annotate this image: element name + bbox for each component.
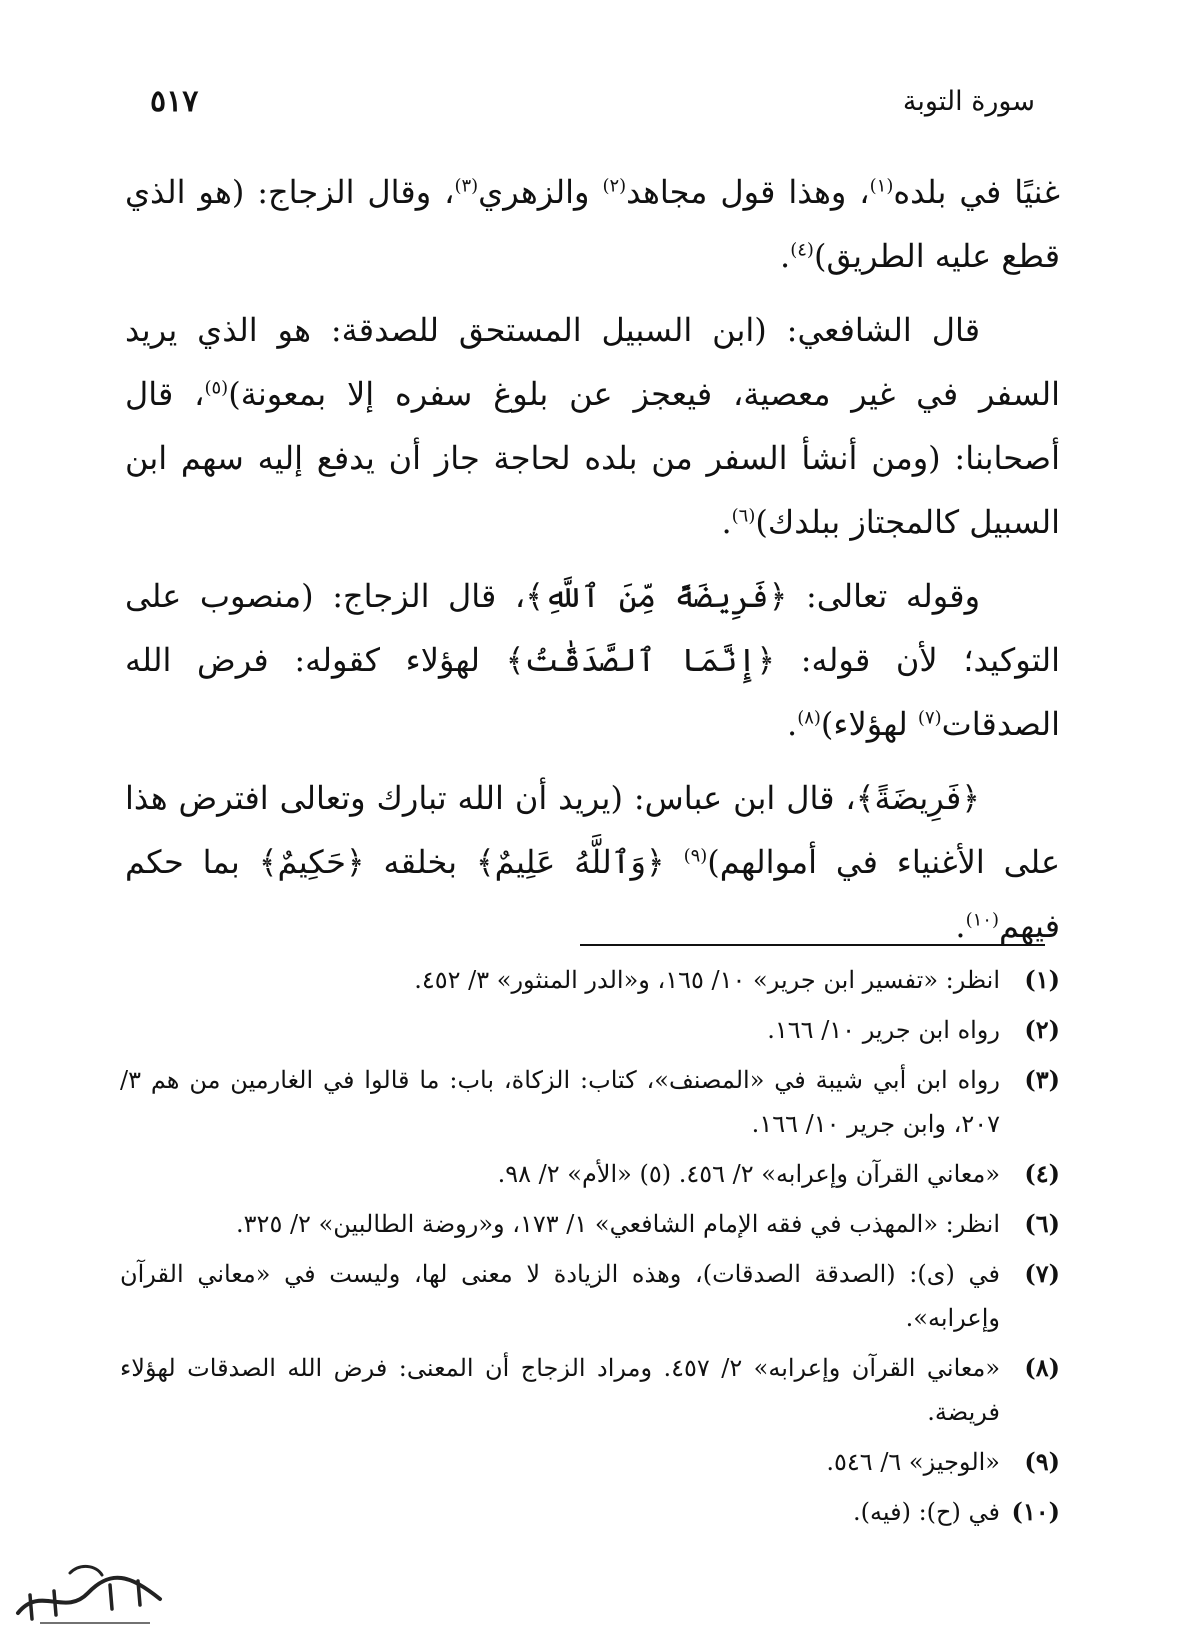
paragraph-4 xyxy=(125,766,1060,958)
footnote-ref[interactable]: (٩) xyxy=(683,845,708,867)
text-segment: ، وهذا قول مجاهد xyxy=(626,173,870,211)
main-text xyxy=(125,160,1060,968)
text-segment: غنيًا في بلده xyxy=(893,173,1061,211)
text-segment xyxy=(665,843,684,881)
text-segment: لهؤلاء) xyxy=(820,705,918,743)
page-number: ٥١٧ xyxy=(150,83,199,119)
text-segment: ، قال ابن عباس: (يريد أن الله تبارك وتعالى افترض هذا على الأغنياء في أموالهم) xyxy=(125,779,1061,881)
quran-quote: ﴿فَرِيضَةً﴾ xyxy=(855,779,980,817)
footnote-number: (٧) xyxy=(1024,1259,1060,1288)
text-segment: بخلقه xyxy=(364,843,476,881)
quran-quote: ﴿إِنَّمَا ٱلصَّدَقَٰتُ﴾ xyxy=(505,641,776,679)
footnote-number: (٨) xyxy=(1024,1353,1060,1382)
footnote-ref[interactable]: (٤) xyxy=(790,239,814,261)
footnote-text: رواه ابن أبي شيبة في «المصنف»، كتاب: الزكاة، باب: ما قالوا في الغارمين من هم ٣/ ٢٠٧، وابن جرير ١٠/ ١٦٦. xyxy=(120,1066,1000,1138)
footnote-ref[interactable]: (٢) xyxy=(602,175,627,197)
text-segment: . xyxy=(955,907,966,945)
text-segment: ، وقال الزجاج: (هو الذي قطع عليه الطريق) xyxy=(125,173,1060,275)
paragraph-1 xyxy=(125,160,1060,288)
page-header xyxy=(150,78,1035,124)
text-segment: بما حكم فيهم xyxy=(125,843,1060,945)
footnote xyxy=(120,1346,1060,1434)
footnote-text: انظر: «المهذب في فقه الإمام الشافعي» ١/ ١٧٣، و«روضة الطالبين» ٢/ ٣٢٥. xyxy=(236,1210,1000,1238)
paragraph-2 xyxy=(125,298,1060,554)
text-segment: . xyxy=(780,237,791,275)
footnote-ref[interactable]: (٣) xyxy=(454,175,479,197)
footnote-number: (٩) xyxy=(1024,1447,1060,1476)
publisher-logo xyxy=(10,1555,170,1631)
footnote-text: «معاني القرآن وإعرابه» ٢/ ٤٥٧. ومراد الزجاج أن المعنى: فرض الله الصدقات لهؤلاء فريضة. xyxy=(120,1354,1001,1426)
text-segment: وقوله تعالى: xyxy=(787,577,981,615)
quran-quote: ﴿وَٱللَّهُ عَلِيمٌ﴾ xyxy=(475,843,665,881)
footnote-number: (٣) xyxy=(1024,1065,1060,1094)
footnotes xyxy=(120,958,1060,1540)
text-segment: والزهري xyxy=(478,173,603,211)
footnote-ref[interactable]: (٥) xyxy=(204,377,229,399)
text-segment: ، قال أصحابنا: (ومن أنشأ السفر من بلده لحاجة جاز أن يدفع إليه سهم ابن السبيل كالمجتاز ببلدك) xyxy=(125,375,1060,541)
footnote xyxy=(120,1202,1060,1246)
footnote xyxy=(120,1252,1060,1340)
footnote-ref[interactable]: (١) xyxy=(869,175,894,197)
footnote xyxy=(120,1440,1060,1484)
footnote-text: في (ى): (الصدقة الصدقات)، وهذه الزيادة لا معنى لها، وليست في «معاني القرآن وإعرابه». xyxy=(120,1260,1000,1332)
footnote-number: (٤) xyxy=(1024,1159,1060,1188)
footnote-text: «معاني القرآن وإعرابه» ٢/ ٤٥٦. (٥) «الأم» ٢/ ٩٨. xyxy=(497,1160,1000,1188)
footnote xyxy=(120,1008,1060,1052)
paragraph-3 xyxy=(125,564,1060,756)
footnote-number: (٦) xyxy=(1024,1209,1060,1238)
footnote-text: رواه ابن جرير ١٠/ ١٦٦. xyxy=(767,1016,1000,1044)
footnote-number: (٢) xyxy=(1024,1015,1060,1044)
text-segment: قال الشافعي: (ابن السبيل المستحق للصدقة: هو الذي يريد السفر في غير معصية، فيعجز عن بلوغ سفره إلا بمعونة) xyxy=(125,311,1061,413)
footnote-ref[interactable]: (٧) xyxy=(917,707,942,729)
footnote-text: انظر: «تفسير ابن جرير» ١٠/ ١٦٥، و«الدر المنثور» ٣/ ٤٥٢. xyxy=(414,966,1000,994)
footnote-ref[interactable]: (٦) xyxy=(731,505,756,527)
footnote xyxy=(120,1058,1060,1146)
footnote-text: في (ح): (فيه). xyxy=(853,1498,1000,1526)
footnote xyxy=(120,1152,1060,1196)
text-segment: . xyxy=(787,705,798,743)
quran-quote: ﴿فَرِيضَةً مِّنَ ٱللَّهِ﴾ xyxy=(525,577,788,615)
footnote-number: (١٠) xyxy=(1011,1497,1060,1526)
footnote-ref[interactable]: (١٠) xyxy=(965,909,999,931)
text-segment: . xyxy=(721,503,732,541)
text-segment: ، قال الزجاج: (منصوب على التوكيد؛ لأن قوله: xyxy=(125,577,1061,679)
footnote-text: «الوجيز» ٦/ ٥٤٦. xyxy=(826,1448,1000,1476)
quran-quote: ﴿حَكِيمٌ﴾ xyxy=(258,843,365,881)
surah-title: سورة التوبة xyxy=(902,85,1035,117)
footnote xyxy=(120,958,1060,1002)
footnote-ref[interactable]: (٨) xyxy=(797,707,821,729)
text-segment: لهؤلاء كقوله: فرض الله الصدقات xyxy=(125,641,1060,743)
footnote-divider xyxy=(580,944,1045,946)
footnote-number: (١) xyxy=(1024,965,1060,994)
footnote xyxy=(120,1490,1060,1534)
